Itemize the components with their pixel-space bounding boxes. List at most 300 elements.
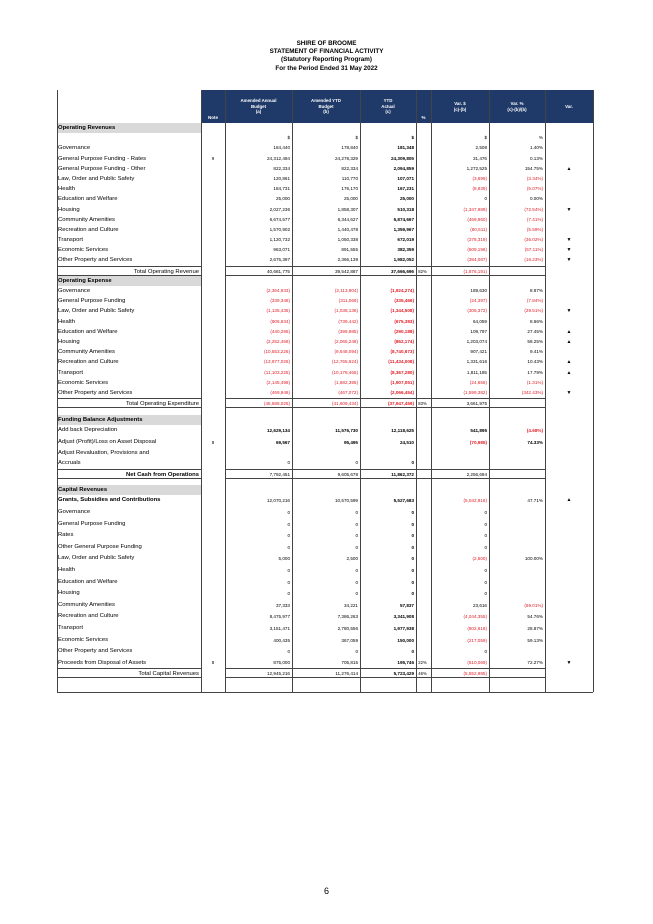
cell-budget: 8,475,977: [269, 614, 290, 620]
row-label: General Purpose Funding - Rates: [58, 155, 147, 162]
cell-var-dollar: [431, 448, 489, 458]
cell-var-dollar: 1,811,185: [466, 369, 487, 375]
cell-actual: (675,383): [394, 318, 414, 324]
row-label: Transport: [58, 624, 83, 631]
cell-ytd-budget: (9,648,094): [334, 349, 358, 355]
cell-var-dollar: 0: [484, 649, 487, 655]
table-row: [57, 133, 593, 143]
row-label: Transport: [58, 369, 83, 376]
total-row: [57, 398, 593, 408]
cell-var-pct: 72.27%: [527, 659, 543, 665]
page-number: 6: [323, 886, 329, 896]
table-row: [57, 507, 593, 519]
row-label: Add back Depreciation: [58, 426, 118, 433]
cell-actual: 5,874,667: [393, 216, 414, 222]
table-row: [57, 347, 593, 357]
cell-var-pct: [489, 519, 545, 531]
cell-actual: 5,527,683: [393, 498, 414, 504]
row-label: Proceeds from Disposal of Assets: [58, 659, 147, 666]
cell-var-pct: 1.40%: [529, 145, 543, 151]
row-label: Law, Order and Public Safety: [58, 308, 135, 315]
table-row: [57, 215, 593, 225]
cell-var-pct: 47.71%: [527, 498, 543, 504]
cell-var-dollar: 0: [484, 544, 487, 550]
cell-ytd-budget: 39,542,887: [292, 266, 360, 276]
table-row: [57, 194, 593, 204]
cell-pct: 82%: [416, 266, 431, 276]
cell-ytd-budget: $: [355, 135, 358, 141]
cell-var-pct: (7.84%): [526, 298, 543, 304]
cell-ytd-budget: 110,770: [341, 175, 358, 181]
cell-var-dollar: (24,656): [469, 379, 487, 385]
cell-var-pct: 0.13%: [529, 155, 543, 161]
grid-line: [416, 90, 417, 692]
section-header: [57, 276, 593, 286]
arrow-up-icon: ▲: [566, 497, 572, 504]
col-note-header: Note: [201, 90, 225, 123]
table-row: [57, 205, 593, 215]
row-label: Education and Welfare: [58, 578, 118, 585]
cell-actual: (1,344,508): [390, 308, 414, 314]
table-row: [57, 425, 593, 437]
cell-budget: 24,312,494: [267, 155, 290, 161]
cell-actual: 167,231: [397, 186, 414, 192]
arrow-down-icon: ▼: [566, 308, 572, 315]
cell-budget: 6,674,577: [269, 216, 290, 222]
cell-var-dollar: (469,960): [467, 216, 487, 222]
grid-line: [225, 90, 226, 692]
cell-var-dollar: 189,630: [470, 288, 487, 293]
cell-ytd-budget: (12,765,624): [331, 359, 358, 365]
grid-line: [545, 90, 546, 692]
row-label: Grants, Subsidies and Contributions: [58, 497, 161, 504]
row-label: Funding Balance Adjustments: [57, 415, 201, 425]
cell-actual: 107,071: [397, 175, 414, 181]
cell-var-pct: [489, 542, 545, 554]
cell-budget: 37,333: [275, 602, 290, 608]
table-row: [57, 327, 593, 337]
cell-ytd-budget: 7,386,263: [337, 614, 358, 620]
cell-var-pct: 59.13%: [527, 637, 543, 643]
arrow-up-icon: ▲: [566, 338, 572, 345]
cell-actual: $: [411, 135, 414, 141]
grid-line: [593, 90, 594, 692]
cell-ytd-budget: (2,065,248): [334, 338, 358, 344]
cell-actual: 382,359: [397, 247, 414, 253]
cell-var-pct: 100.00%: [524, 556, 543, 562]
cell-var-pct: [489, 668, 545, 678]
table-row: [57, 378, 593, 388]
row-label: Total Operating Expenditure: [57, 398, 201, 408]
cell-ytd-budget: 891,555: [341, 247, 358, 253]
row-label: Operating Expense: [57, 276, 201, 286]
cell-actual: 3,341,908: [393, 614, 414, 620]
cell-ytd-budget: 0: [355, 591, 358, 597]
table-row: [57, 588, 593, 600]
cell-var-dollar: 1,203,074: [466, 338, 487, 344]
statement-title: STATEMENT OF FINANCIAL ACTIVITY: [269, 48, 384, 56]
cell-budget: 0: [287, 533, 290, 539]
table-row: [57, 154, 593, 164]
table-row: [57, 286, 593, 296]
cell-var-pct: 58.25%: [527, 338, 543, 344]
table-row: [57, 388, 593, 398]
table-row: [57, 437, 593, 449]
cell-var-pct: (4.68%): [526, 427, 543, 433]
cell-var-pct: (5.07%): [526, 186, 543, 192]
section-header: [57, 415, 593, 425]
table-body: [57, 123, 593, 678]
table-row: [57, 245, 593, 255]
table-row: [57, 225, 593, 235]
table-bottom-rule: [57, 692, 593, 693]
table-row: [57, 337, 593, 347]
cell-actual: 0: [411, 544, 414, 550]
cell-var-dollar: (509,196): [467, 247, 487, 253]
cell-budget: 0: [287, 567, 290, 573]
row-label: Governance: [58, 288, 91, 294]
cell-actual: 181,348: [397, 145, 414, 151]
table-row: [57, 164, 593, 174]
cell-actual: 0: [411, 533, 414, 539]
cell-var-dollar: 0: [484, 521, 487, 527]
cell-var-pct: 17.79%: [527, 369, 543, 375]
cell-ytd-budget: 95,495: [343, 439, 358, 445]
cell-var-pct: (1.31%): [526, 379, 543, 385]
row-label: Rates: [58, 532, 74, 539]
cell-actual: 11,862,372: [360, 469, 416, 479]
cell-actual: 150,000: [397, 637, 414, 643]
cell-var-pct: [489, 588, 545, 600]
cell-actual: 37,666,696: [360, 266, 416, 276]
row-label: Adjust Revaluation, Provisions and: [58, 450, 150, 457]
arrow-down-icon: ▼: [566, 206, 572, 213]
cell-budget: 400,435: [273, 637, 290, 643]
cell-actual: 0: [411, 579, 414, 585]
row-label: Law, Order and Public Safety: [58, 555, 135, 562]
table-row: [57, 600, 593, 612]
cell-actual: 24,510: [399, 439, 414, 445]
cell-budget: (10,553,226): [263, 349, 290, 355]
cell-ytd-budget: (10,178,465): [331, 369, 358, 375]
cell-ytd-budget: 1,440,478: [337, 226, 358, 232]
cell-var-dollar: 23,616: [472, 602, 487, 608]
cell-budget: 184,731: [273, 186, 290, 192]
cell-actual: 0: [411, 521, 414, 527]
row-label: Education and Welfare: [58, 328, 118, 335]
table-row: [57, 458, 593, 468]
row-label: Recreation and Culture: [58, 226, 119, 233]
cell-actual: (37,947,459): [360, 398, 416, 408]
cell-var-dollar: (378,319): [467, 237, 487, 243]
table-row: [57, 296, 593, 306]
table-row: [57, 623, 593, 635]
cell-ytd-budget: 9,605,678: [292, 469, 360, 479]
org-name: SHIRE OF BROOME: [296, 40, 357, 47]
cell-var-pct: %: [538, 135, 543, 141]
cell-var-pct: 8.97%: [529, 288, 543, 293]
note-ref: 8: [211, 439, 215, 445]
row-label: Governance: [58, 145, 91, 152]
cell-actual: (862,174): [394, 338, 414, 344]
cell-budget: (339,348): [270, 298, 290, 304]
row-label: Adjust (Profit)/Loss on Asset Disposal: [58, 438, 157, 445]
cell-budget: (440,295): [270, 328, 290, 334]
col-var-dollar-header: Var. $ (c)-(b): [431, 90, 489, 123]
cell-var-pct: 0.00%: [529, 196, 543, 202]
table-row: [57, 542, 593, 554]
cell-actual: 2,094,859: [393, 165, 414, 171]
cell-var-dollar: $: [484, 135, 487, 141]
col-budget-header: Amended Annual Budget (a): [225, 90, 292, 123]
col-ytd-actual-header: YTD Actual (c): [360, 90, 416, 123]
cell-actual: 12,118,625: [391, 427, 414, 433]
cell-ytd-budget: 176,170: [341, 186, 358, 192]
cell-var-pct: (3.34%): [526, 175, 543, 181]
cell-var-pct: (16.23%): [524, 257, 543, 263]
section-header: [57, 123, 593, 133]
cell-var-pct: (7.41%): [526, 216, 543, 222]
cell-ytd-budget: (1,882,395): [334, 379, 358, 385]
cell-budget: (45,588,025): [225, 398, 292, 408]
row-label: Housing: [58, 338, 80, 345]
cell-var-pct: (57.11%): [524, 247, 543, 253]
cell-ytd-budget: 34,221: [343, 602, 358, 608]
cell-ytd-budget: 11,276,414: [292, 668, 360, 678]
statement-subtitle: (Statutory Reporting Program): [281, 56, 372, 64]
cell-budget: 40,681,775: [225, 266, 292, 276]
cell-actual: 57,837: [399, 602, 414, 608]
row-label: Economic Services: [58, 379, 109, 386]
grid-line: [201, 90, 202, 692]
cell-var-dollar: (1,599,382): [463, 389, 487, 395]
cell-ytd-budget: 0: [355, 521, 358, 527]
cell-var-dollar: (1,876,191): [431, 266, 489, 276]
cell-var-dollar: 0: [484, 533, 487, 539]
cell-actual: 1,977,938: [393, 625, 414, 631]
row-label: General Purpose Funding - Other: [58, 165, 146, 172]
cell-var-dollar: (1,347,989): [463, 206, 487, 212]
table-row: [57, 306, 593, 316]
table-row: [57, 317, 593, 327]
cell-budget: (2,364,933): [266, 288, 290, 293]
cell-actual: 195,746: [397, 659, 414, 665]
cell-ytd-budget: 0: [355, 579, 358, 585]
cell-ytd-budget: 367,059: [341, 637, 358, 643]
cell-actual: 1,982,052: [393, 257, 414, 263]
table-row: [57, 143, 593, 153]
cell-ytd-budget: 10,570,599: [335, 498, 358, 504]
cell-actual: 25,000: [399, 196, 414, 202]
cell-ytd-budget: 25,000: [343, 196, 358, 202]
row-label: Law, Order and Public Safety: [58, 175, 135, 182]
cell-var-dollar: (306,372): [467, 308, 487, 314]
cell-actual: 0: [411, 460, 414, 466]
cell-ytd-budget: 0: [355, 533, 358, 539]
table-row: [57, 255, 593, 265]
cell-actual: (11,434,008): [388, 359, 414, 365]
cell-var-pct: [489, 266, 545, 276]
cell-budget: 0: [287, 509, 290, 515]
cell-var-dollar: 907,421: [470, 349, 487, 355]
cell-var-dollar: 2,508: [475, 145, 487, 151]
cell-var-pct: (36.02%): [524, 237, 543, 243]
cell-ytd-budget: 11,576,730: [335, 427, 358, 433]
cell-actual: 0: [411, 509, 414, 515]
table-row: [57, 184, 593, 194]
row-label: Recreation and Culture: [58, 359, 119, 366]
cell-budget: 822,334: [273, 165, 290, 171]
grid-line: [360, 90, 361, 692]
cell-ytd-budget: 0: [355, 544, 358, 550]
row-label: Total Capital Revenues: [57, 668, 201, 678]
cell-actual: (2,066,454): [390, 389, 414, 395]
cell-budget: (806,634): [270, 318, 290, 324]
table-row: [57, 611, 593, 623]
table-row: [57, 235, 593, 245]
cell-actual: 24,309,805: [391, 155, 414, 161]
cell-budget: 184,440: [273, 145, 290, 151]
total-row: [57, 266, 593, 276]
row-label: [57, 133, 201, 143]
cell-var-dollar: 1,272,525: [466, 165, 487, 171]
cell-actual: (290,188): [394, 328, 414, 334]
row-label: Operating Revenues: [57, 123, 201, 133]
arrow-down-icon: ▼: [566, 247, 572, 254]
cell-var-dollar: 0: [484, 196, 487, 202]
cell-var-dollar: (70,985): [469, 439, 487, 445]
arrow-up-icon: ▲: [566, 328, 572, 335]
arrow-up-icon: ▲: [566, 369, 572, 376]
cell-actual: 672,019: [397, 237, 414, 243]
table-row: [57, 577, 593, 589]
table-row: [57, 357, 593, 367]
cell-pct: 83%: [416, 398, 431, 408]
cell-var-pct: 10.43%: [527, 359, 543, 365]
cell-var-pct: [489, 448, 545, 458]
row-label: Economic Services: [58, 247, 109, 254]
cell-var-dollar: 1,331,616: [466, 359, 487, 365]
row-label: Community Amenities: [58, 601, 115, 608]
cell-actual: 0: [411, 556, 414, 562]
cell-ytd-budget: (2,113,904): [334, 288, 358, 293]
grid-line: [57, 90, 58, 692]
total-row: [57, 668, 593, 678]
cell-actual: (8,740,673): [390, 349, 414, 355]
cell-budget: 12,070,216: [267, 498, 290, 504]
cell-var-dollar: 0: [484, 579, 487, 585]
cell-budget: 25,000: [275, 196, 290, 202]
cell-actual: (8,367,280): [390, 369, 414, 375]
cell-var-dollar: (24,397): [469, 298, 487, 304]
cell-var-dollar: [431, 458, 489, 468]
table-row: [57, 530, 593, 542]
cell-ytd-budget: 2,366,139: [337, 257, 358, 263]
table-row: [57, 519, 593, 531]
cell-var-pct: [489, 577, 545, 589]
grid-line: [292, 90, 293, 692]
cell-budget: [225, 448, 292, 458]
cell-budget: (2,145,498): [266, 379, 290, 385]
cell-budget: 0: [287, 521, 290, 527]
cell-var-pct: 8.66%: [529, 318, 543, 324]
row-label: Other Property and Services: [58, 648, 133, 655]
cell-actual: 1,359,967: [393, 226, 414, 232]
cell-var-dollar: (2,500): [472, 556, 487, 562]
row-label: Housing: [58, 206, 80, 213]
cell-var-dollar: (384,087): [467, 257, 487, 263]
cell-budget: 69,567: [275, 439, 290, 445]
cell-var-pct: (342.43%): [521, 389, 543, 395]
row-label: Other Property and Services: [58, 257, 133, 264]
cell-ytd-budget: 0: [355, 460, 358, 466]
cell-ytd-budget: (41,609,434): [292, 398, 360, 408]
table-row: [57, 174, 593, 184]
cell-pct: 22%: [418, 659, 427, 665]
row-label: General Purpose Funding: [58, 520, 126, 527]
col-var-flag-header: Var.: [545, 90, 593, 123]
row-label: Other Property and Services: [58, 389, 133, 396]
cell-var-dollar: 3,661,975: [431, 398, 489, 408]
arrow-up-icon: ▲: [566, 359, 572, 366]
row-label: Health: [58, 186, 76, 193]
cell-var-dollar: 2,256,694: [431, 469, 489, 479]
cell-var-dollar: (3,699): [472, 175, 487, 181]
row-label: Health: [58, 318, 76, 325]
cell-budget: 3,151,471: [269, 625, 290, 631]
cell-var-pct: (29.51%): [524, 308, 543, 314]
cell-var-pct: (5.59%): [526, 226, 543, 232]
cell-ytd-budget: 2,500: [346, 556, 358, 562]
cell-var-pct: 9.41%: [529, 349, 543, 355]
cell-budget: 5,000: [278, 556, 290, 562]
cell-ytd-budget: 178,840: [341, 145, 358, 151]
cell-var-dollar: 109,797: [470, 328, 487, 334]
arrow-down-icon: ▼: [566, 257, 572, 264]
row-label: Other General Purpose Funding: [58, 543, 142, 550]
cell-var-pct: (69.01%): [524, 602, 543, 608]
table-row: [57, 646, 593, 658]
cell-var-dollar: 0: [484, 591, 487, 597]
cell-budget: 0: [287, 544, 290, 550]
cell-actual: (335,466): [394, 298, 414, 304]
cell-var-dollar: (4,044,355): [463, 614, 487, 620]
row-label: Capital Revenues: [57, 485, 201, 495]
cell-actual: [360, 448, 416, 458]
cell-var-dollar: (5,552,985): [431, 668, 489, 678]
cell-ytd-budget: 0: [355, 509, 358, 515]
table-row: [57, 448, 593, 458]
cell-ytd-budget: (311,069): [338, 298, 358, 304]
cell-actual: 5,723,429: [360, 668, 416, 678]
cell-ytd-budget: 6,344,627: [337, 216, 358, 222]
cell-var-dollar: (510,069): [467, 659, 487, 665]
cell-budget: 2,027,236: [269, 206, 290, 212]
cell-var-dollar: (5,042,916): [463, 498, 487, 504]
cell-budget: $: [287, 135, 290, 141]
cell-ytd-budget: 705,815: [341, 659, 358, 665]
section-header: [57, 485, 593, 495]
cell-budget: 120,861: [273, 175, 290, 181]
arrow-down-icon: ▼: [566, 237, 572, 244]
cell-budget: 1,570,902: [269, 226, 290, 232]
cell-actual: 510,318: [397, 206, 414, 212]
cell-var-pct: 28.87%: [527, 625, 543, 631]
cell-ytd-budget: 0: [355, 649, 358, 655]
cell-ytd-budget: (739,442): [338, 318, 358, 324]
arrow-down-icon: ▼: [566, 659, 572, 666]
cell-budget: 2,675,397: [269, 257, 290, 263]
